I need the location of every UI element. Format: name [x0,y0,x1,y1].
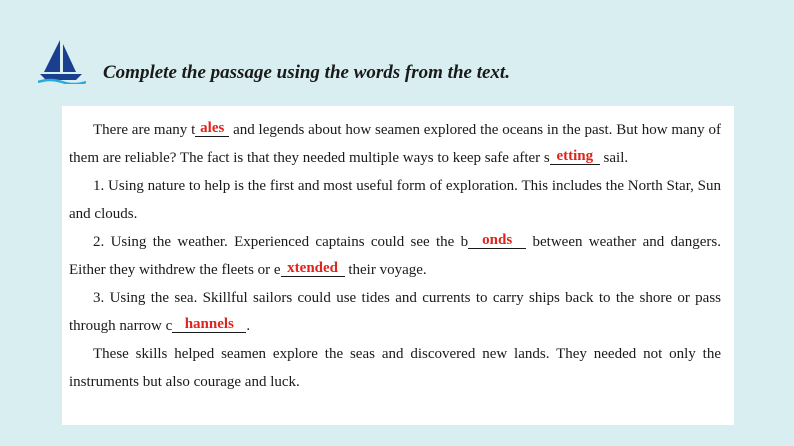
text-run: between weather and dangers. Either they withdrew the fleets or e [69,234,721,278]
answer-1: ales [200,120,225,136]
blank-3 [468,232,526,249]
passage-text [69,116,721,396]
blank-5 [172,316,246,333]
passage-card [62,106,734,425]
text-run: and legends about how seamen explored the oceans in the past. But how many of them are reliable? The fact is that they needed multiple ways to keep safe after s [69,122,721,166]
paragraph-conclusion: These skills helped seamen explore the seas and discovered new lands. They needed not only the instruments but also courage and luck. [69,346,721,390]
text-run: 2. Using the weather. Experienced captains could see the b [93,234,469,250]
paragraph-point-2 [69,228,721,284]
answer-2: etting [556,148,594,164]
paragraph-intro [69,116,721,172]
text-run: their voyage. [344,262,427,278]
sailboat-icon [38,38,86,84]
text-run: 3. Using the sea. Skillful sailors could use tides and currents to carry ships back to the shore or pass through narrow c [69,290,721,334]
text-run: There are many t [93,122,196,138]
paragraph-point-1: 1. Using nature to help is the first and most useful form of exploration. This includes the North Star, Sun and clouds. [69,178,721,222]
answer-3: onds [482,232,513,248]
text-run: sail. [599,150,629,166]
blank-2 [550,148,600,165]
paragraph-point-3 [69,284,721,340]
answer-4: xtended [287,260,339,276]
blank-4 [281,260,345,277]
page-title: Complete the passage using the words from the text. [103,62,510,83]
text-run: . [246,318,251,334]
answer-5: hannels [184,316,234,332]
blank-1 [195,120,229,137]
